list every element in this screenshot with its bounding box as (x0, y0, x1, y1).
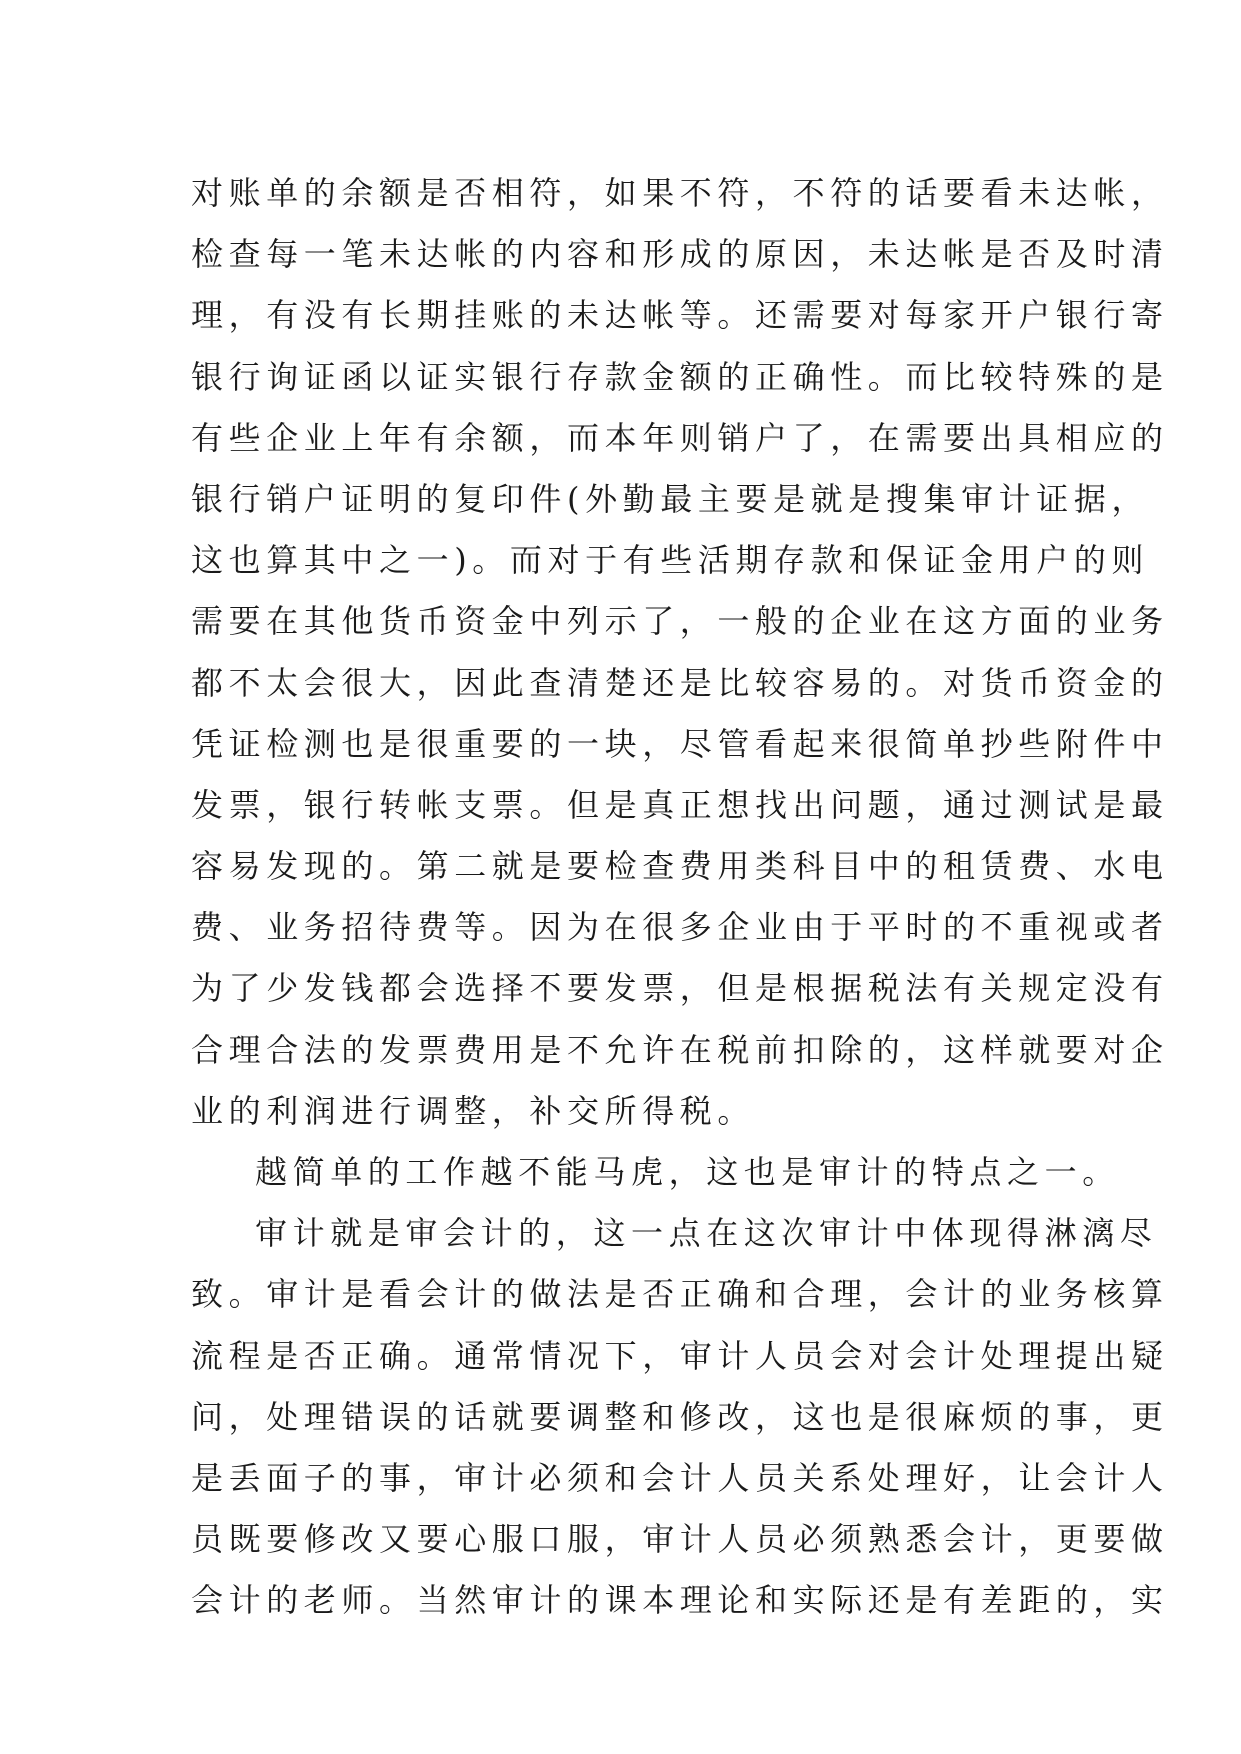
paragraph-first-line: 越简单的工作越不能马虎，这也是审计的特点之一。 (255, 1153, 1120, 1191)
text-line: 凭证检测也是很重要的一块，尽管看起来很简单抄些附件中 (191, 724, 1169, 763)
text-line: 合理合法的发票费用是不允许在税前扣除的，这样就要对企 (191, 1030, 1169, 1069)
text-line: 检查每一笔未达帐的内容和形成的原因，未达帐是否及时清 (191, 235, 1169, 274)
text-line: 费、业务招待费等。因为在很多企业由于平时的不重视或者 (191, 908, 1169, 947)
paragraph-first-line: 审计就是审会计的，这一点在这次审计中体现得淋漓尽 (255, 1214, 1158, 1253)
text-line: 致。审计是看会计的做法是否正确和合理，会计的业务核算 (191, 1275, 1169, 1314)
text-line: 银行销户证明的复印件(外勤最主要是就是搜集审计证据， (191, 479, 1150, 518)
text-line: 有些企业上年有余额，而本年则销户了，在需要出具相应的 (191, 418, 1169, 457)
text-line: 银行询证函以证实银行存款金额的正确性。而比较特殊的是 (191, 357, 1169, 396)
text-line: 流程是否正确。通常情况下，审计人员会对会计处理提出疑 (191, 1336, 1169, 1375)
document-body (191, 163, 1169, 1632)
text-line: 发票，银行转帐支票。但是真正想找出问题，通过测试是最 (191, 785, 1169, 824)
text-line: 是丢面子的事，审计必须和会计人员关系处理好，让会计人 (191, 1458, 1169, 1497)
text-line: 对账单的余额是否相符，如果不符，不符的话要看未达帐， (191, 174, 1169, 212)
text-line: 这也算其中之一)。而对于有些活期存款和保证金用户的则 (191, 541, 1150, 580)
text-line: 需要在其他货币资金中列示了，一般的企业在这方面的业务 (191, 602, 1169, 641)
text-line: 会计的老师。当然审计的课本理论和实际还是有差距的，实 (191, 1581, 1169, 1620)
text-line: 业的利润进行调整，补交所得税。 (191, 1091, 756, 1130)
text-line: 员既要修改又要心服口服，审计人员必须熟悉会计，更要做 (191, 1520, 1169, 1559)
text-line: 为了少发钱都会选择不要发票，但是根据税法有关规定没有 (191, 969, 1169, 1008)
text-line: 容易发现的。第二就是要检查费用类科目中的租赁费、水电 (191, 847, 1169, 886)
text-line: 理，有没有长期挂账的未达帐等。还需要对每家开户银行寄 (191, 296, 1169, 335)
text-line: 都不太会很大，因此查清楚还是比较容易的。对货币资金的 (191, 663, 1169, 702)
text-line: 问，处理错误的话就要调整和修改，这也是很麻烦的事，更 (191, 1397, 1169, 1436)
